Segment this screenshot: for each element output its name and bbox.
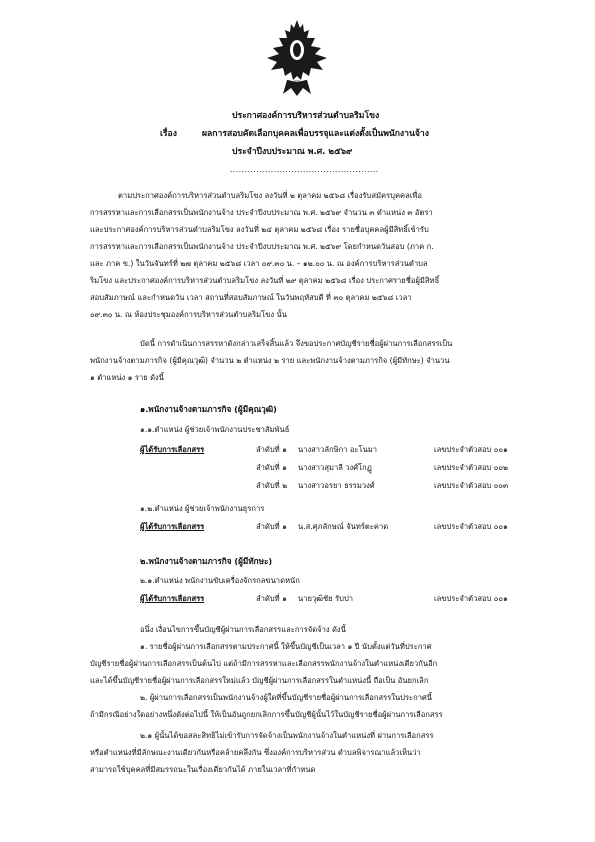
section2-title: ๒.พนักงานจ้างตามภารกิจ (ผู้มีทักษะ) [140, 556, 273, 566]
para1-line: ตามประกาศองค์การบริหารส่วนตำบลริมโขง ลงวันที่ ๒ ตุลาคม ๒๕๖๘ เรื่องรับสมัครบุคคลเพื่อ [118, 191, 422, 200]
announcement-title: ประกาศองค์การบริหารส่วนตำบลริมโขง [232, 111, 380, 121]
selected-label: ผู้ได้รับการเลือกสรร [140, 445, 205, 454]
para2-line: ๑ ตำแหน่ง ๑ ราย ดังนี้ [90, 373, 164, 382]
para1-line: สอบสัมภาษณ์ และกำหนดวัน เวลา สถานที่สอบสัมภาษณ์ ในวันพฤหัสบดี ที่ ๓๐ ตุลาคม ๒๕๖๘ เวลา [90, 293, 412, 302]
section1-position2: ๑.๒.ตำแหน่ง ผู้ช่วยเจ้าพนักงานธุรการ [140, 504, 265, 513]
selected-label: ผู้ได้รับการเลือกสรร [140, 522, 205, 531]
para1-line: ๐๙.๓๐ น. ณ ห้องประชุมองค์การบริหารส่วนตำบลริมโขง นั้น [90, 310, 287, 319]
candidate-name: นางสาวลักษิกา อะโนมา [298, 445, 378, 454]
exam-number: เลขประจำตัวสอบ ๐๐๑ [434, 522, 508, 531]
section1-title: ๑.พนักงานจ้างตามภารกิจ (ผู้มีคุณวุฒิ) [140, 404, 277, 414]
para1-line: การสรรหาและการเลือกสรรเป็นพนักงานจ้าง ประจำปีงบประมาณ พ.ศ. ๒๕๖๙ โดยกำหนดวันสอบ (ภาค ก. [90, 242, 434, 251]
rank: ลำดับที่ ๑ [256, 445, 287, 454]
para1-line: และประกาศองค์การบริหารส่วนตำบลริมโขง ลงวันที่ ๒๔ ตุลาคม ๒๕๖๘ เรื่อง รายชื่อบุคคลผู้มีสิทธิ์เข้ารับ [90, 225, 429, 234]
condition21-line: ๒.๑ ผู้นั้นได้ขอสละสิทธิไม่เข้ารับการจัดจ้างเป็นพนักงานจ้างในตำแหน่งที่ ผ่านการเลือกสรร [140, 731, 434, 740]
candidate-name: นายวุฒิชัย รับปา [298, 594, 354, 603]
exam-number: เลขประจำตัวสอบ ๐๐๑ [434, 594, 508, 603]
para1-line: และ ภาค ข.) ในวันจันทร์ที่ ๒๗ ตุลาคม ๒๕๖๘ เวลา ๐๙.๓๐ น. – ๑๒.๐๐ น. ณ องค์การบริหารส่วนตำบล [90, 259, 428, 268]
candidate-name: นางสาวอรยา ธรรมวงศ์ [298, 481, 375, 490]
condition1-line: ๑. รายชื่อผู้ผ่านการเลือกสรรตามประกาศนี้ ให้ขึ้นบัญชีเป็นเวลา ๑ ปี นับตั้งแต่วันที่ประกาศ [140, 642, 432, 651]
condition1-line: และได้ขึ้นบัญชีรายชื่อผู้ผ่านการเลือกสรรใหม่แล้ว บัญชีผู้ผ่านการเลือกสรรในตำแหน่งนี้ ถือเป็น อันยกเลิก [90, 676, 429, 685]
section1-position1: ๑.๑.ตำแหน่ง ผู้ช่วยเจ้าพนักงานประชาสัมพันธ์ [140, 425, 290, 434]
subject-text: ผลการสอบคัดเลือกบุคคลเพื่อบรรจุและแต่งตั้งเป็นพนักงานจ้าง [202, 129, 429, 139]
rank: ลำดับที่ ๑ [256, 522, 287, 531]
para1-line: การสรรหาและการเลือกสรรเป็นพนักงานจ้าง ประจำปีงบประมาณ พ.ศ. ๒๕๖๙ จำนวน ๓ ตำแหน่ง ๓ อัตรา [90, 208, 433, 217]
garuda-emblem-icon [265, 18, 329, 98]
rank: ลำดับที่ ๑ [256, 594, 287, 603]
selected-label: ผู้ได้รับการเลือกสรร [140, 594, 205, 603]
exam-number: เลขประจำตัวสอบ ๐๐๑ [434, 445, 508, 454]
condition1-line: บัญชีรายชื่อผู้ผ่านการเลือกสรรเป็นต้นไป แต่ถ้ามีการสรรหาและเลือกสรรพนักงานจ้างในตำแหน่งเดียวกันอีก [90, 659, 438, 668]
separator-line: ................................................... [230, 165, 379, 174]
rank: ลำดับที่ ๑ [256, 463, 287, 472]
condition21-line: สามารถใช้บุคคลที่มีสมรรถนะในเรื่องเดียวกันได้ ภายในเวลาที่กำหนด [90, 765, 316, 774]
subject-label: เรื่อง [160, 129, 177, 139]
exam-number: เลขประจำตัวสอบ ๐๐๓ [434, 481, 509, 490]
candidate-name: น.ส.ศุภลักษณ์ จันทร์ตะคาด [298, 522, 389, 531]
section2-position1: ๒.๑.ตำแหน่ง พนักงานขับเครื่องจักรกลขนาดหนัก [140, 576, 300, 585]
condition21-line: หรือตำแหน่งที่มีลักษณะงานเดียวกันหรือคล้ายคลึงกัน ซึ่งองค์การบริหารส่วน ตำบลพิจารณาแล้วเห็นว่า [90, 748, 421, 757]
para1-line: ริมโขง และประกาศองค์การบริหารส่วนตำบลริมโขง ลงวันที่ ๒๙ ตุลาคม ๒๕๖๘ เรื่อง ประกาศรายชื่อผู้มีสิทธิ์ [90, 276, 440, 285]
rank: ลำดับที่ ๒ [256, 481, 288, 490]
exam-number: เลขประจำตัวสอบ ๐๐๒ [434, 463, 509, 472]
para2-line: พนักงานจ้างตามภารกิจ (ผู้มีคุณวุฒิ) จำนวน ๒ ตำแหน่ง ๒ ราย และพนักงานจ้างตามภารกิจ (ผู้มีทักษะ) จำนวน [90, 356, 450, 365]
fiscal-year: ประจำปีงบประมาณ พ.ศ. ๒๕๖๙ [232, 147, 353, 157]
condition2-line: ถ้ามีกรณีอย่างใดอย่างหนึ่งดังต่อไปนี้ ให้เป็นอันถูกยกเลิกการขึ้นบัญชีผู้นั้นไว้ในบัญชีรายชื่อผู้ผ่านการเลือกสรร [90, 710, 443, 719]
para2-line: บัดนี้ การดำเนินการสรรหาดังกล่าวเสร็จสิ้นแล้ว จึงขอประกาศบัญชีรายชื่อผู้ผ่านการเลือกสรรเป็น [140, 339, 453, 348]
candidate-name: นางสาวสุมาลี วงศ์โกฏู [298, 463, 372, 472]
conditions-intro: อนึ่ง เงื่อนไขการขึ้นบัญชีผู้ผ่านการเลือกสรรและการจัดจ้าง ดังนี้ [140, 625, 346, 634]
condition2-line: ๒. ผู้ผ่านการเลือกสรรเป็นพนักงานจ้างผู้ใดที่ขึ้นบัญชีรายชื่อผู้ผ่านการเลือกสรรในประกาศนี้ [140, 693, 432, 702]
